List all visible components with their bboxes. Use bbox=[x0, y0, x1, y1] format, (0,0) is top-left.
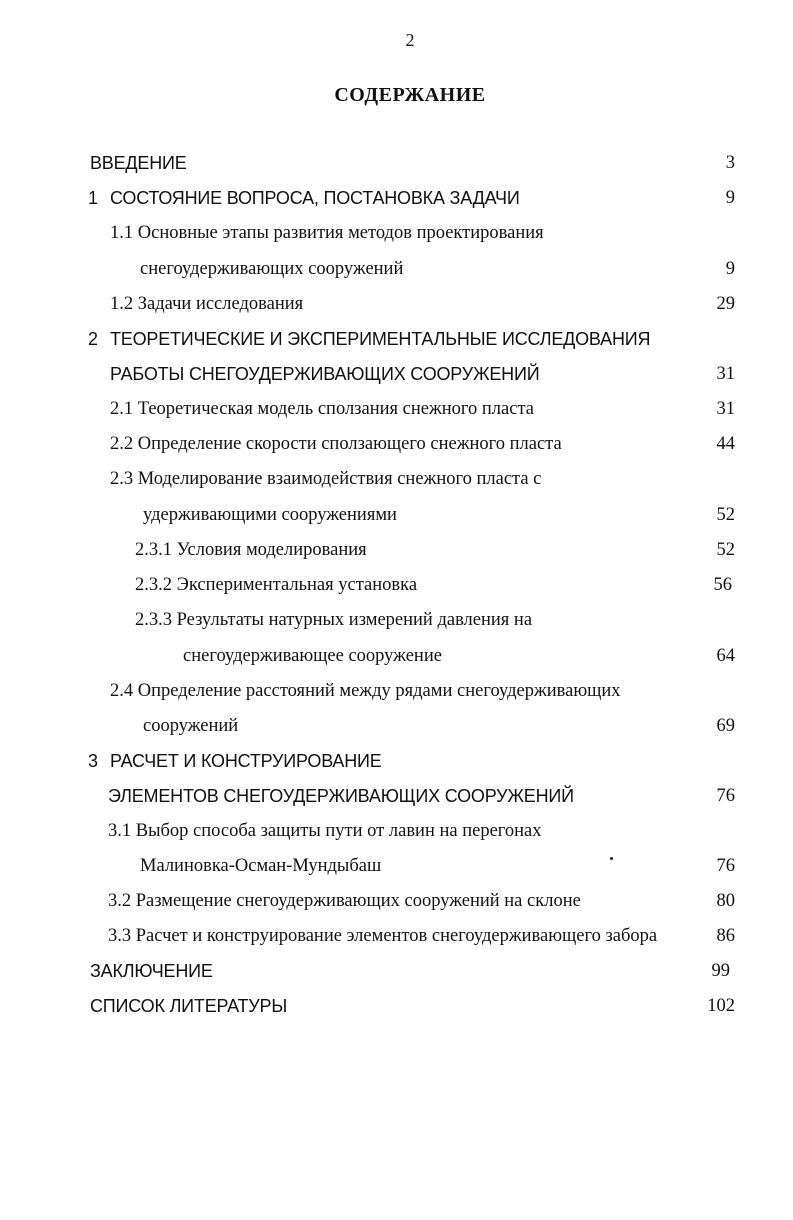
toc-entry-text: 2.3.3 Результаты натурных измерений давления на bbox=[135, 610, 533, 630]
toc-page-number: 31 bbox=[716, 364, 735, 384]
toc-entry-text: 2.1 Теоретическая модель сползания снежного пласта bbox=[110, 399, 534, 419]
toc-entry-text: ЗАКЛЮЧЕНИЕ bbox=[90, 961, 213, 981]
toc-entry-text: 2.3 Моделирование взаимодействия снежного пласта с bbox=[110, 469, 542, 489]
page-title: СОДЕРЖАНИЕ bbox=[334, 84, 486, 106]
toc-entry-text-cont: РАБОТЫ СНЕГОУДЕРЖИВАЮЩИХ СООРУЖЕНИЙ bbox=[110, 364, 540, 384]
toc-entry-text-cont: удерживающими сооружениями bbox=[143, 505, 397, 525]
toc-entry-text: СПИСОК ЛИТЕРАТУРЫ bbox=[90, 996, 288, 1016]
toc-entry-text: 3.3 Расчет и конструирование элементов снегоудерживающего забора bbox=[108, 926, 658, 946]
toc-page-number: 31 bbox=[716, 399, 735, 419]
toc-entry-text: 2.2 Определение скорости сползающего снежного пласта bbox=[110, 434, 562, 454]
toc-entry-text-cont: Малиновка-Осман-Мундыбаш bbox=[140, 856, 382, 876]
toc-entry-text: 2.3.2 Экспериментальная установка bbox=[135, 575, 418, 595]
toc-entry-text: 3.1 Выбор способа защиты пути от лавин на перегонах bbox=[108, 821, 542, 841]
toc-page-number: 102 bbox=[707, 996, 735, 1016]
toc-page-number: 52 bbox=[716, 505, 735, 525]
toc-entry-text: ВВЕДЕНИЕ bbox=[90, 153, 187, 173]
toc-entry-text: РАСЧЕТ И КОНСТРУИРОВАНИЕ bbox=[110, 751, 382, 771]
toc-entry-text: СОСТОЯНИЕ ВОПРОСА, ПОСТАНОВКА ЗАДАЧИ bbox=[110, 188, 520, 208]
toc-page-number: 52 bbox=[716, 540, 735, 560]
toc-entry-text: ТЕОРЕТИЧЕСКИЕ И ЭКСПЕРИМЕНТАЛЬНЫЕ ИССЛЕДОВАНИЯ bbox=[110, 329, 651, 349]
toc-page-number: 9 bbox=[725, 188, 735, 208]
scan-speck bbox=[610, 857, 613, 860]
toc-page-number: 44 bbox=[716, 434, 735, 454]
toc-entry-text: 1.2 Задачи исследования bbox=[110, 294, 304, 314]
toc-entry-text-cont: ЭЛЕМЕНТОВ СНЕГОУДЕРЖИВАЮЩИХ СООРУЖЕНИЙ bbox=[108, 786, 574, 806]
toc-page-number: 3 bbox=[725, 153, 735, 173]
toc-page-number: 80 bbox=[716, 891, 735, 911]
toc-page-number: 56 bbox=[713, 575, 732, 595]
page-number: 2 bbox=[405, 30, 415, 50]
toc-chapter-number: 2 bbox=[88, 329, 98, 349]
toc-entry-text-cont: сооружений bbox=[143, 716, 239, 736]
toc-entry-text: 2.4 Определение расстояний между рядами снегоудерживающих bbox=[110, 681, 621, 701]
toc-page-number: 76 bbox=[716, 856, 735, 876]
toc-page-number: 76 bbox=[716, 786, 735, 806]
toc-page-number: 99 bbox=[711, 961, 730, 981]
toc-page-number: 29 bbox=[716, 294, 735, 314]
toc-page-number: 64 bbox=[716, 646, 735, 666]
toc-entry-text: 1.1 Основные этапы развития методов проектирования bbox=[110, 223, 544, 243]
toc-chapter-number: 1 bbox=[88, 188, 98, 208]
toc-page-number: 86 bbox=[716, 926, 735, 946]
toc-page-number: 69 bbox=[716, 716, 735, 736]
toc-chapter-number: 3 bbox=[88, 751, 98, 771]
toc-page-number: 9 bbox=[725, 259, 735, 279]
toc-entry-text-cont: снегоудерживающих сооружений bbox=[140, 259, 404, 279]
toc-entry-text: 3.2 Размещение снегоудерживающих сооружений на склоне bbox=[108, 891, 581, 911]
toc-entry-text-cont: снегоудерживающее сооружение bbox=[183, 646, 442, 666]
toc-entry-text: 2.3.1 Условия моделирования bbox=[135, 540, 367, 560]
